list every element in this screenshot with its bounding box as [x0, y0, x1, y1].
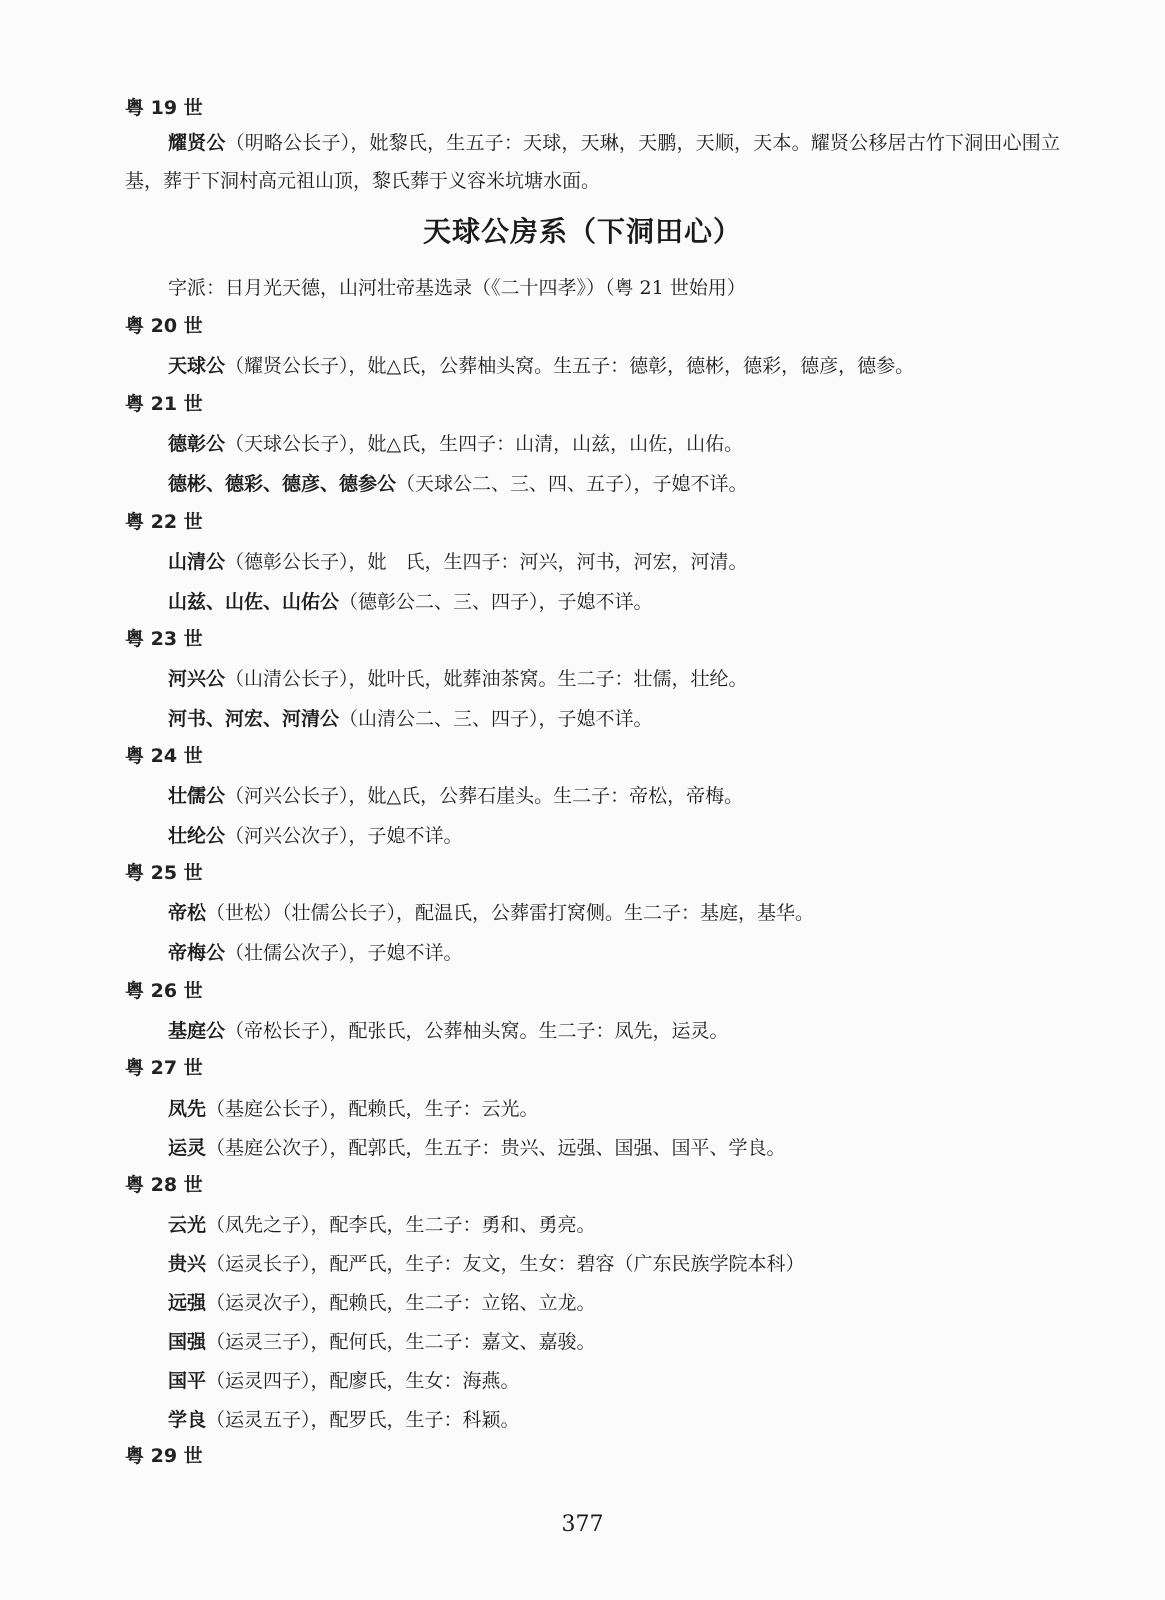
person-description: （帝松长子），配张氏，公葬柚头窝。生二子：凤先，运灵。 — [225, 1020, 729, 1042]
generation-heading: 粤 29 世 — [125, 1445, 203, 1467]
genealogy-entry — [168, 1249, 805, 1276]
zipai-line: 字派：日月光天德，山河壮帝基选录（《二十四孝》）（粤 21 世始用） — [168, 277, 746, 299]
person-name: 国平 — [168, 1370, 207, 1392]
person-description: （运灵长子），配严氏，生子：友文，生女：碧容（广东民族学院本科） — [206, 1253, 805, 1275]
person-name: 壮儒公 — [168, 785, 226, 807]
person-name: 学良 — [168, 1409, 207, 1431]
person-description: （天球公二、三、四、五子），子媳不详。 — [396, 473, 748, 495]
intro-paragraph — [125, 124, 1060, 200]
genealogy-entry — [168, 547, 748, 574]
person-description: （基庭公次子），配郭氏，生五子：贵兴、远强、国强、国平、学良。 — [206, 1137, 786, 1159]
genealogy-entry — [168, 1016, 729, 1043]
generation-heading: 粤 19 世 — [125, 97, 203, 119]
person-description: （运灵次子），配赖氏，生二子：立铭、立龙。 — [206, 1292, 596, 1314]
person-name: 壮纶公 — [168, 825, 226, 847]
genealogy-entry — [168, 704, 653, 731]
person-name: 帝松 — [168, 902, 207, 924]
genealogy-entry — [168, 664, 748, 691]
person-name: 帝梅公 — [168, 942, 226, 964]
genealogy-entry — [168, 1288, 596, 1315]
person-description: （天球公长子），妣△氏，生四子：山清，山兹，山佐，山佑。 — [225, 433, 744, 455]
person-name: 天球公 — [168, 355, 226, 377]
person-name: 德彰公 — [168, 433, 226, 455]
person-description: （运灵四子），配廖氏，生女：海燕。 — [206, 1370, 520, 1392]
person-description: （德彰公长子），妣 氏，生四子：河兴，河书，河宏，河清。 — [225, 551, 748, 573]
person-description: （凤先之子），配李氏，生二子：勇和、勇亮。 — [206, 1214, 596, 1236]
person-name: 德彬、德彩、德彦、德参公 — [168, 473, 397, 495]
generation-heading: 粤 21 世 — [125, 393, 203, 415]
generation-heading: 粤 28 世 — [125, 1174, 203, 1196]
genealogy-entry — [168, 898, 814, 925]
person-name: 凤先 — [168, 1098, 207, 1120]
person-name: 贵兴 — [168, 1253, 207, 1275]
genealogy-entry — [168, 1366, 520, 1393]
person-description: （明略公长子），妣黎氏，生五子：天球，天琳，天鹏，天顺，天本。耀贤公移居古竹下洞田心围立基，葬于下洞村高元祖山顶，黎氏葬于义容米坑塘水面。 — [125, 132, 1060, 192]
person-name: 远强 — [168, 1292, 207, 1314]
person-name: 山清公 — [168, 551, 226, 573]
genealogy-entry — [168, 1094, 539, 1121]
generation-heading: 粤 22 世 — [125, 511, 203, 533]
generation-heading: 粤 23 世 — [125, 628, 203, 650]
person-name: 河兴公 — [168, 668, 226, 690]
person-name: 国强 — [168, 1331, 207, 1353]
person-description: （耀贤公长子），妣△氏，公葬柚头窝。生五子：德彰，德彬，德彩，德彦，德参。 — [225, 355, 915, 377]
person-description: （山清公长子），妣叶氏，妣葬油茶窝。生二子：壮儒，壮纶。 — [225, 668, 748, 690]
person-description: （运灵五子），配罗氏，生子：科颖。 — [206, 1409, 520, 1431]
person-description: （基庭公长子），配赖氏，生子：云光。 — [206, 1098, 539, 1120]
genealogy-entry — [168, 469, 748, 496]
genealogy-entry — [168, 1327, 596, 1354]
person-description: （运灵三子），配何氏，生二子：嘉文、嘉骏。 — [206, 1331, 596, 1353]
genealogy-entry — [168, 938, 463, 965]
person-description: （山清公二、三、四子），子媳不详。 — [339, 708, 653, 730]
generation-heading: 粤 26 世 — [125, 980, 203, 1002]
person-description: （壮儒公次子），子媳不详。 — [225, 942, 463, 964]
person-name: 河书、河宏、河清公 — [168, 708, 340, 730]
genealogy-entry — [168, 781, 743, 808]
generation-heading: 粤 24 世 — [125, 745, 203, 767]
person-description: （德彰公二、三、四子），子媳不详。 — [339, 591, 653, 613]
genealogy-entry — [168, 1405, 520, 1432]
genealogy-entry — [168, 587, 653, 614]
person-description: （河兴公次子），子媳不详。 — [225, 825, 463, 847]
person-description: （河兴公长子），妣△氏，公葬石崖头。生二子：帝松，帝梅。 — [225, 785, 744, 807]
section-title: 天球公房系（下洞田心） — [422, 215, 742, 248]
person-description: （世松）（壮儒公长子），配温氏，公葬雷打窝侧。生二子：基庭，基华。 — [206, 902, 815, 924]
page-number: 377 — [561, 1512, 604, 1537]
person-name: 山兹、山佐、山佑公 — [168, 591, 340, 613]
genealogy-entry — [168, 1210, 596, 1237]
generation-heading: 粤 20 世 — [125, 315, 203, 337]
person-name: 基庭公 — [168, 1020, 226, 1042]
generation-heading: 粤 25 世 — [125, 862, 203, 884]
generation-heading: 粤 27 世 — [125, 1057, 203, 1079]
person-name: 云光 — [168, 1214, 207, 1236]
genealogy-entry — [168, 351, 914, 378]
genealogy-entry — [168, 1133, 786, 1160]
person-name: 运灵 — [168, 1137, 207, 1159]
genealogy-entry — [168, 821, 463, 848]
genealogy-entry — [168, 429, 743, 456]
person-name: 耀贤公 — [168, 132, 226, 154]
